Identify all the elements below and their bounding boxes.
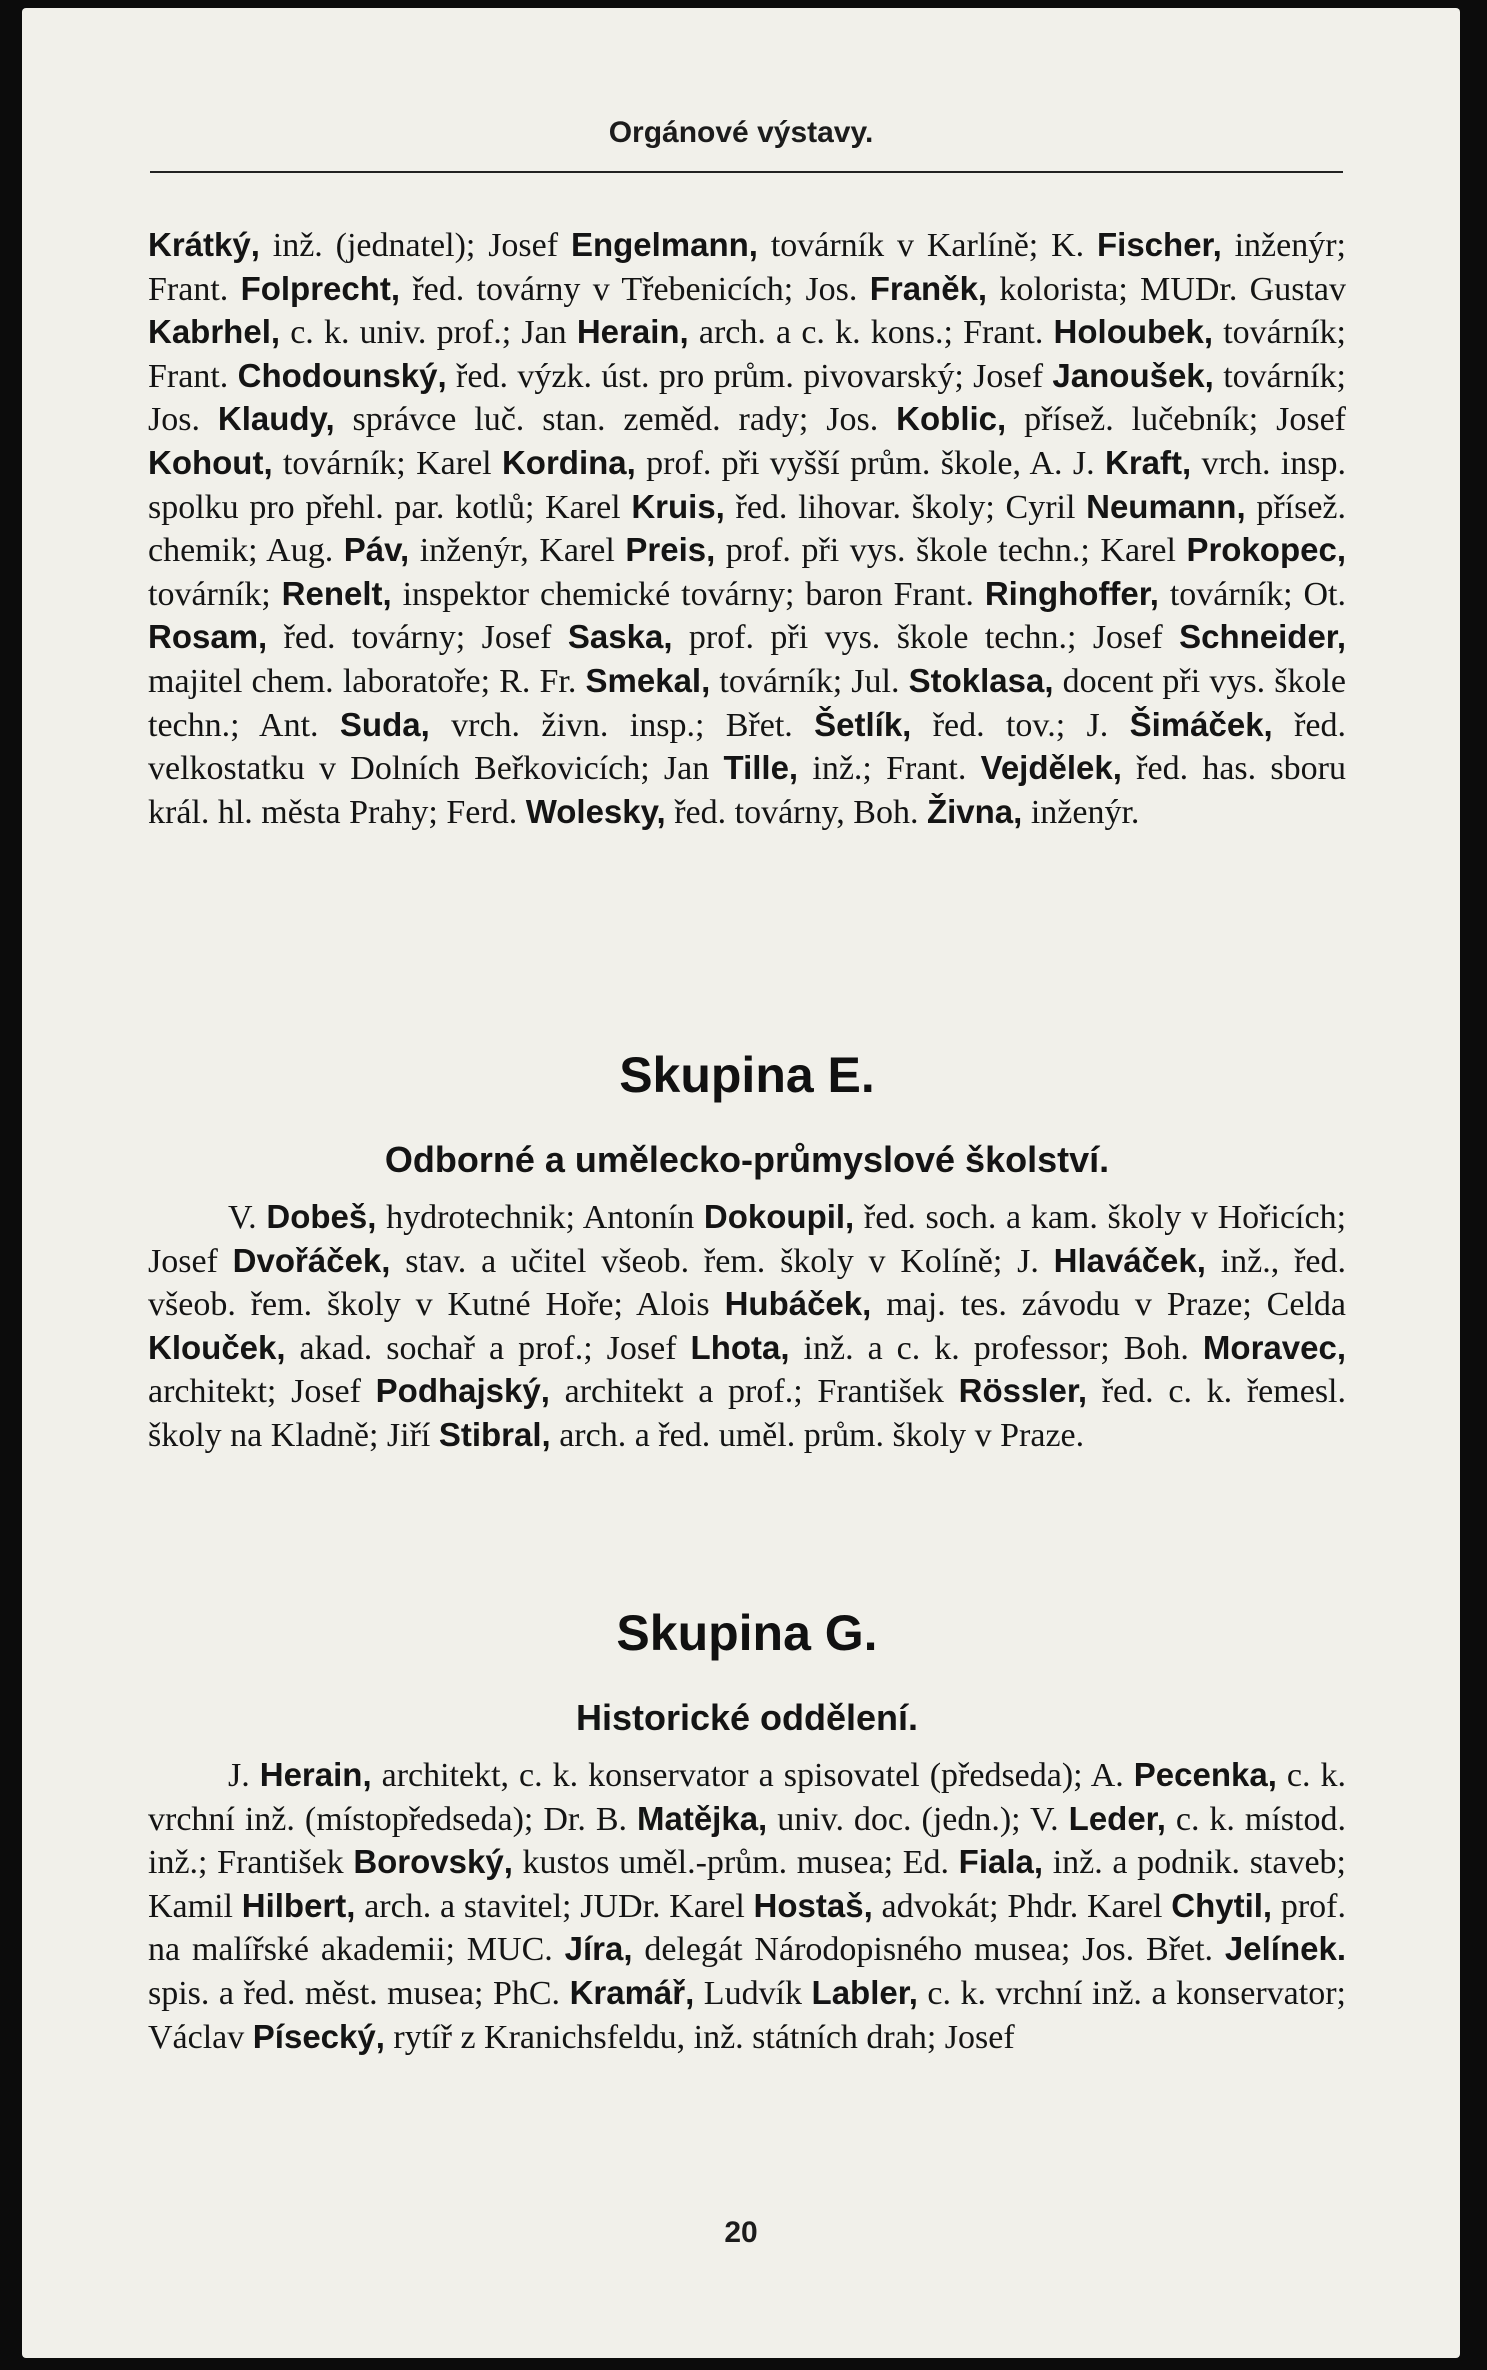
group-e-section — [148, 1047, 1347, 1458]
running-header: Orgánové výstavy. — [608, 116, 874, 149]
group-g-members-paragraph: J. Herain, architekt, c. k. konservator a spisovatel (předseda); A. Pecenka, c. k. vrchní inž. (místopředseda); Dr. B. Matějka, univ. doc. (jedn.); V. Leder, c. k. místod. inž.; František Borovský, kustos uměl.-prům. musea; Ed. Fiala, inž. a podnik. staveb; Kamil Hilbert, arch. a stavitel; JUDr. Karel Hostaš, advokát; Phdr. Karel Chytil, prof. na malířské akademii; MUC. Jíra, delegát Národopisného musea; Jos. Břet. Jelínek. spis. a řed. měst. musea; PhC. Kramář, Ludvík Labler, c. k. vrchní inž. a konservator; Václav Písecký, rytíř z Kranichsfeldu, inž. státních drah; Josef — [148, 1756, 1346, 2056]
group-g-section — [148, 1605, 1346, 2059]
top-section — [148, 224, 1346, 834]
page-number: 20 — [724, 2216, 758, 2249]
group-g-title: Skupina G. — [616, 1605, 878, 1661]
group-e-subtitle: Odborné a umělecko-průmyslové školství. — [384, 1139, 1110, 1180]
members-paragraph: Krátký, inž. (jednatel); Josef Engelmann, továrník v Karlíně; K. Fischer, inženýr; Frant. Folprecht, řed. továrny v Třebenicích; Jos. Franěk, kolorista; MUDr. Gustav Kabrhel, c. k. univ. prof.; Jan Herain, arch. a c. k. kons.; Frant. Holoubek, továrník; Frant. Chodounský, řed. výzk. úst. pro prům. pivovarský; Josef Janoušek, továrník; Jos. Klaudy, správce luč. stan. zeměd. rady; Jos. Koblic, přísež. lučebník; Josef Kohout, továrník; Karel Kordina, prof. při vyšší prům. škole, A. J. Kraft, vrch. insp. spolku pro přehl. par. kotlů; Karel Kruis, řed. lihovar. školy; Cyril Neumann, přísež. chemik; Aug. Páv, inženýr, Karel Preis, prof. při vys. škole techn.; Karel Prokopec, továrník; Renelt, inspektor chemické továrny; baron Frant. Ringhoffer, továrník; Ot. Rosam, řed. továrny; Josef Saska, prof. při vys. škole techn.; Josef Schneider, majitel chem. laboratoře; R. Fr. Smekal, továrník; Jul. Stoklasa, docent při vys. škole techn.; Ant. Suda, vrch. živn. insp.; Břet. Šetlík, řed. tov.; J. Šimáček, řed. velkostatku v Dolních Beřkovicích; Jan Tille, inž.; Frant. Vejdělek, řed. has. sboru král. hl. města Prahy; Ferd. Wolesky, řed. továrny, Boh. Živna, inženýr. — [148, 226, 1347, 831]
group-e-title: Skupina E. — [619, 1047, 875, 1103]
group-g-subtitle: Historické oddělení. — [575, 1697, 919, 1738]
group-e-members-paragraph: V. Dobeš, hydrotechnik; Antonín Dokoupil, řed. soch. a kam. školy v Hořicích; Josef Dvořáček, stav. a učitel všeob. řem. školy v Kolíně; J. Hlaváček, inž., řed. všeob. řem. školy v Kutné Hoře; Alois Hubáček, maj. tes. závodu v Praze; Celda Klouček, akad. sochař a prof.; Josef Lhota, inž. a c. k. professor; Boh. Moravec, architekt; Josef Podhajský, architekt a prof.; František Rössler, řed. c. k. řemesl. školy na Kladně; Jiří Stibral, arch. a řed. uměl. prům. školy v Praze. — [148, 1198, 1347, 1454]
header-rule — [150, 171, 1343, 173]
book-page — [22, 8, 1460, 2358]
